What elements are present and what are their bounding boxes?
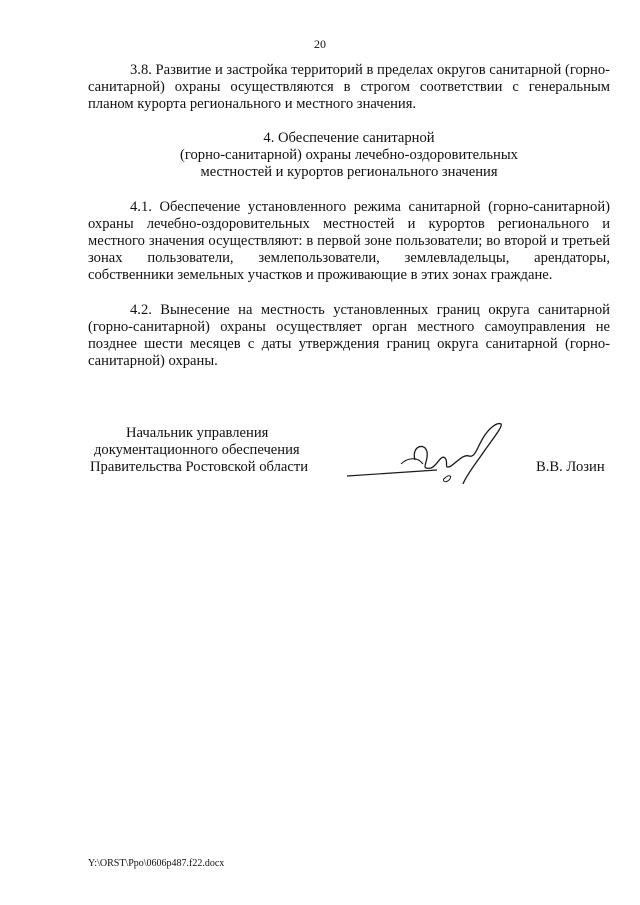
paragraph-4-2 xyxy=(88,302,610,370)
heading-line-2: (горно-санитарной) охраны лечебно-оздоровительных xyxy=(180,147,518,163)
signer-position-line-3: Правительства Ростовской области xyxy=(90,459,309,475)
handwritten-signature xyxy=(345,418,505,490)
heading-line-1: 4. Обеспечение санитарной xyxy=(263,130,435,146)
paragraph-4-1 xyxy=(88,199,610,284)
paragraph-3-8 xyxy=(88,62,610,113)
signer-position-line-2: документационного обеспечения xyxy=(94,442,300,458)
signer-position-line-1: Начальник управления xyxy=(126,425,269,441)
paragraph-3-8-text: 3.8. Развитие и застройка территорий в пределах округов санитарной (горно-санитарной) охраны осуществляются в строгом соответствии с генеральным планом курорта регионального и местного значения. xyxy=(88,62,610,112)
section-4-heading xyxy=(88,130,610,181)
signer-position xyxy=(90,425,308,476)
paragraph-4-2-text: 4.2. Вынесение на местность установленных границ округа санитарной (горно-санитарной) охраны осуществляет орган местного самоуправления не позднее шести месяцев с даты утверждения границ округа санитарной (горно-санитарной) охраны. xyxy=(88,302,610,369)
footer-file-path: Y:\ORST\Ppo\0606p487.f22.docx xyxy=(88,858,225,869)
paragraph-4-1-text: 4.1. Обеспечение установленного режима санитарной (горно-санитарной) охраны лечебно-оздоровительных местностей и курортов регионального и местного значения осуществляют: в первой зоне пользователи; во второй и третьей зонах пользователи, землепользователи, землевладельцы, арендаторы, собственники земельных участков и проживающие в этих зонах граждане. xyxy=(88,199,610,283)
signer-name: В.В. Лозин xyxy=(536,459,605,475)
heading-line-3: местностей и курортов регионального значения xyxy=(200,164,498,180)
page-number: 20 xyxy=(314,37,326,51)
